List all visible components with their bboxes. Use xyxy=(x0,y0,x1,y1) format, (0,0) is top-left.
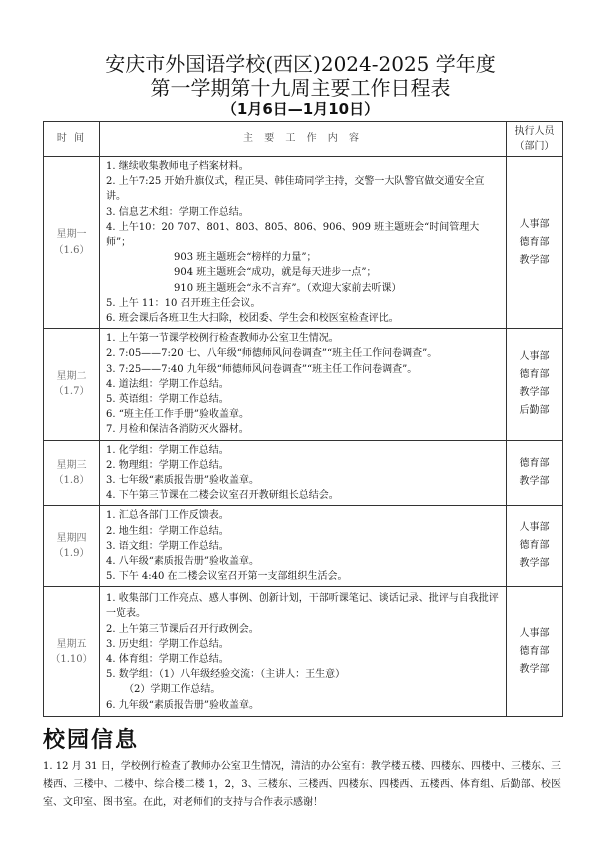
header-time: 时 间 xyxy=(44,122,100,157)
day-date: （1.10） xyxy=(50,653,93,665)
list-item: 2. 7:05——7:20 七、八年级“师德师风问卷调查”“班主任工作问卷调查”。 xyxy=(106,348,438,360)
executor-cell xyxy=(507,329,563,440)
list-item: 1. 收集部门工作亮点、感人事例、创新计划，干部听课笔记、谈话记录、批评与自我批评一览表。 xyxy=(106,593,499,620)
day-name: 星期二 xyxy=(56,371,87,383)
list-item: 6. 班会课后各班卫生大扫除，校团委、学生会和校医室检查评比。 xyxy=(106,313,399,325)
list-item: 4. 下午第三节课在二楼会议室召开教研组长总结会。 xyxy=(106,490,339,502)
list-item: 3. 语文组：学期工作总结。 xyxy=(106,540,229,552)
executor-dept: 人事部 xyxy=(519,522,550,534)
list-item: 2. 地生组：学期工作总结。 xyxy=(106,525,229,537)
executor-cell xyxy=(507,440,563,506)
work-cell xyxy=(100,506,507,587)
day-cell xyxy=(44,157,100,329)
table-header-row xyxy=(44,122,563,157)
page-title: 安庆市外国语学校(西区)2024-2025 学年度 xyxy=(105,52,496,76)
day-cell xyxy=(44,506,100,587)
list-item: 4. 上午10：20 707、801、803、805、806、906、909 班主题班会“时间管理大师”； xyxy=(106,221,480,249)
list-item: 2. 上午7:25 开始升旗仪式，程正昊、韩佳琦同学主持，交警一大队警官做交通安全宣讲。 xyxy=(106,176,485,203)
list-item: 2. 上午第三节课后召开行政例会。 xyxy=(106,623,259,635)
page-subtitle: 第一学期第十九周主要工作日程表 xyxy=(150,76,451,100)
date-range: （1月6日—1月10日） xyxy=(221,100,380,118)
executor-dept: 教学部 xyxy=(519,387,550,399)
executor-dept: 德育部 xyxy=(519,236,550,248)
campus-info-heading: 校园信息 xyxy=(43,728,140,753)
list-item: 5. 数学组：（1）八年级经验交流：（主讲人：王生意） xyxy=(106,669,346,681)
work-cell xyxy=(100,587,507,717)
table-row xyxy=(44,157,563,329)
day-name: 星期一 xyxy=(56,229,87,241)
list-item: 5. 下午 4:40 在二楼会议室召开第一支部组织生活会。 xyxy=(106,571,348,583)
executor-dept: 教学部 xyxy=(519,476,550,488)
day-cell xyxy=(44,440,100,506)
list-item: 4. 道法组：学期工作总结。 xyxy=(106,378,229,390)
day-date: （1.7） xyxy=(53,386,90,398)
list-subitem: 910 班主题班会“永不言弃”。（欢迎大家前去听课） xyxy=(174,282,402,294)
list-item: 3. 七年级“素质报告册”验收盖章。 xyxy=(106,475,259,487)
list-item: 6. 九年级“素质报告册”验收盖章。 xyxy=(106,699,259,711)
header-executor-line1: 执行人员 xyxy=(514,126,555,137)
executor-dept: 德育部 xyxy=(519,540,550,552)
executor-dept: 后勤部 xyxy=(519,405,550,417)
list-item: 3. 7:25——7:40 九年级“师德师风问卷调查”“班主任工作问卷调查”。 xyxy=(106,363,418,375)
executor-cell xyxy=(507,587,563,717)
list-item: 2. 物理组：学期工作总结。 xyxy=(106,459,229,471)
list-subitem: （2）学期工作总结。 xyxy=(124,684,221,696)
list-item: 5. 英语组：学期工作总结。 xyxy=(106,394,229,406)
list-item: 1. 继续收集教师电子档案材料。 xyxy=(106,161,249,172)
day-cell xyxy=(44,329,100,440)
table-row xyxy=(44,506,563,587)
list-item: 1. 汇总各部门工作反馈表。 xyxy=(106,510,229,522)
executor-dept: 人事部 xyxy=(519,351,550,363)
list-item: 3. 历史组：学期工作总结。 xyxy=(106,638,229,650)
day-date: （1.8） xyxy=(53,475,90,487)
list-item: 4. 体育组：学期工作总结。 xyxy=(106,653,229,665)
campus-info-text: 1. 12 月 31 日，学校例行检查了教师办公室卫生情况，清洁的办公室有：教学楼五楼、四楼东、四楼中、三楼东、三楼西、三楼中、二楼中、综合楼二楼 1，2，3、三楼东、三楼西、四楼东、四楼西、五楼西、体育组、后勤部、校医室、文印室、图书室。在此，对老师们的支持与合作表示感谢！ xyxy=(43,761,561,808)
executor-dept: 人事部 xyxy=(519,627,550,639)
day-cell xyxy=(44,587,100,717)
header-executor xyxy=(507,122,563,157)
list-subitem: 904 班主题班会“成功，就是每天进步一点”； xyxy=(174,267,377,279)
executor-dept: 教学部 xyxy=(519,558,550,570)
schedule-table xyxy=(43,121,563,717)
executor-cell xyxy=(507,506,563,587)
table-row xyxy=(44,440,563,506)
list-item: 1. 化学组：学期工作总结。 xyxy=(106,444,229,456)
list-item: 7. 月检和保洁各消防灭火器材。 xyxy=(106,424,249,436)
day-name: 星期三 xyxy=(56,459,87,471)
day-date: （1.6） xyxy=(53,244,90,256)
list-item: 5. 上午 11：10 召开班主任会议。 xyxy=(106,297,261,309)
executor-dept: 德育部 xyxy=(519,369,550,381)
work-cell xyxy=(100,440,507,506)
executor-dept: 德育部 xyxy=(519,458,550,470)
executor-dept: 德育部 xyxy=(519,645,550,657)
day-date: （1.9） xyxy=(53,548,90,560)
work-cell xyxy=(100,157,507,329)
executor-dept: 教学部 xyxy=(519,254,550,266)
list-item: 4. 八年级“素质报告册”验收盖章。 xyxy=(106,556,259,568)
executor-dept: 教学部 xyxy=(519,663,550,675)
header-executor-line2: （部门） xyxy=(514,141,555,152)
day-name: 星期五 xyxy=(56,638,87,650)
list-item: 3. 信息艺术组：学期工作总结。 xyxy=(106,206,249,218)
list-item: 6. “班主任工作手册”验收盖章。 xyxy=(106,409,249,421)
work-cell xyxy=(100,329,507,440)
day-name: 星期四 xyxy=(56,533,87,545)
list-item: 1. 上午第一节课学校例行检查教师办公室卫生情况。 xyxy=(106,333,339,345)
executor-dept: 人事部 xyxy=(519,218,550,230)
list-subitem: 903 班主题班会“榜样的力量”； xyxy=(174,252,317,264)
header-content: 主 要 工 作 内 容 xyxy=(100,122,507,157)
executor-cell xyxy=(507,157,563,329)
table-row xyxy=(44,587,563,717)
table-row xyxy=(44,329,563,440)
